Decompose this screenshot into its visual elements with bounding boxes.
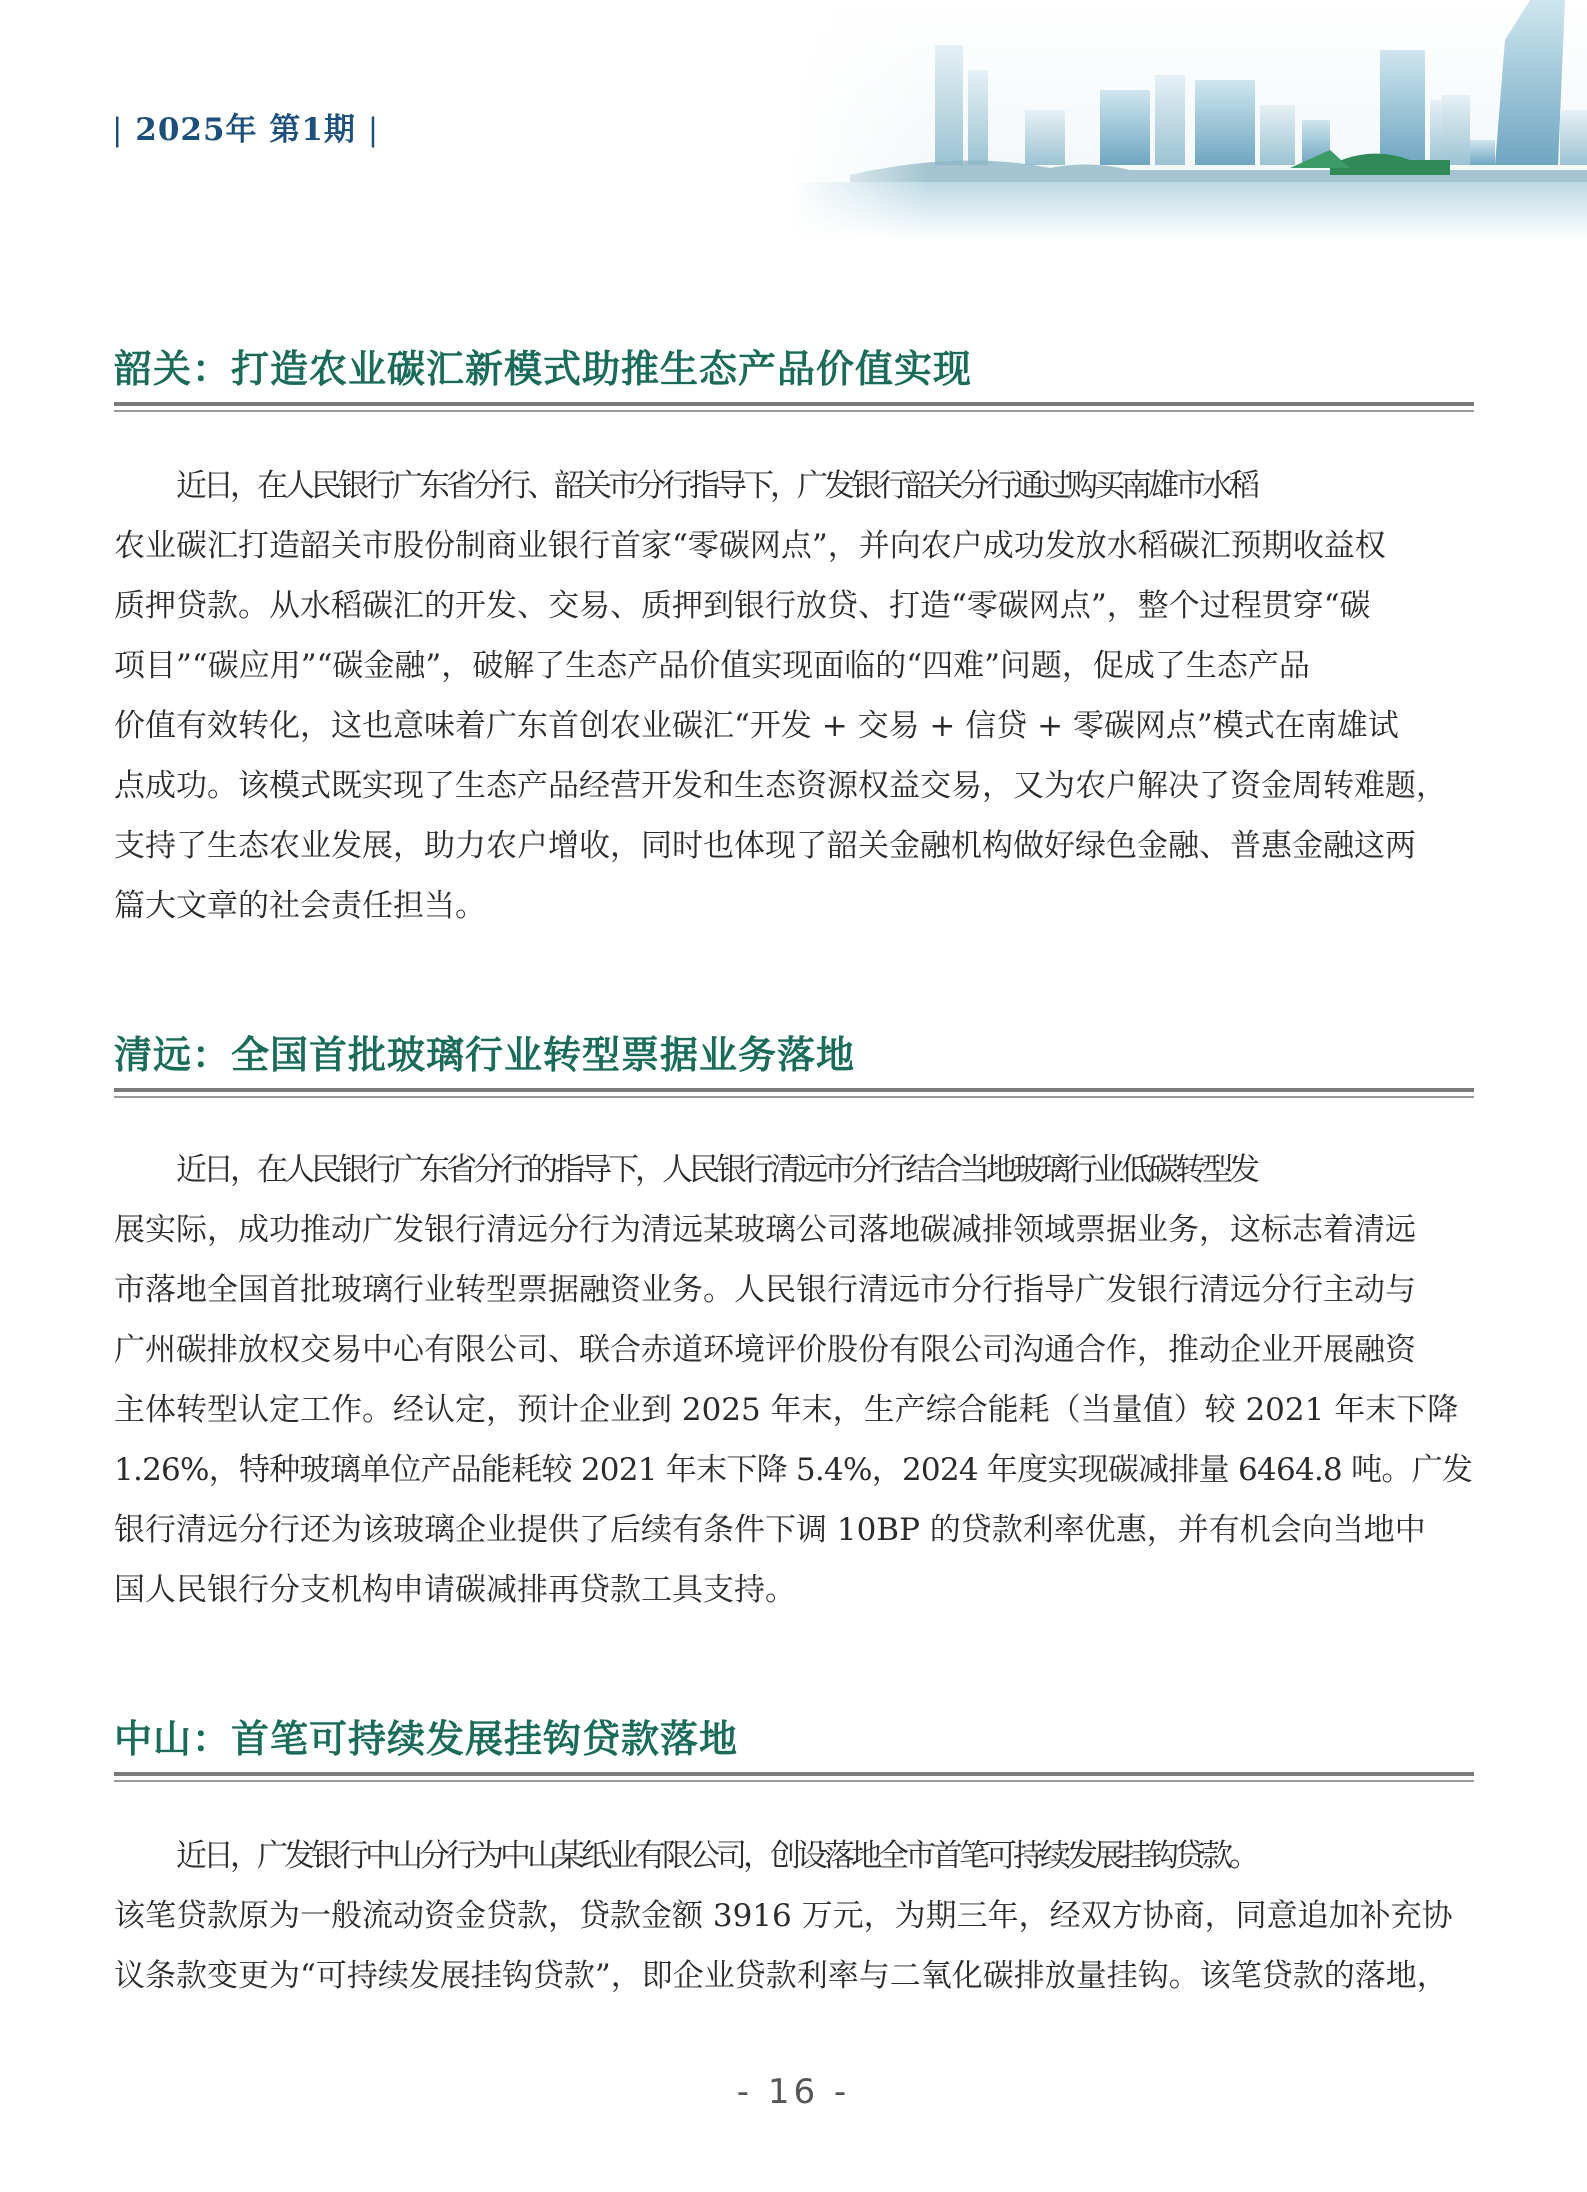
- paragraph-line: 项目”“碳应用”“碳金融”，破解了生态产品价值实现面临的“四难”问题，促成了生态产品: [114, 648, 1310, 684]
- paragraph-line: 近日，在人民银行广东省分行、韶关市分行指导下，广发银行韶关分行通过购买南雄市水稻: [176, 468, 1256, 504]
- paragraph-line: 市落地全国首批玻璃行业转型票据融资业务。人民银行清远市分行指导广发银行清远分行主动与: [114, 1272, 1416, 1308]
- issue-text: 2025年 第1期: [135, 112, 356, 148]
- section-body-shaoguan: [114, 456, 1474, 936]
- paragraph-line: 广州碳排放权交易中心有限公司、联合赤道环境评价股份有限公司沟通合作，推动企业开展融资: [114, 1332, 1416, 1368]
- section-body-zhongshan: [114, 1826, 1474, 2006]
- issue-bar-left: |: [112, 112, 124, 148]
- section-divider: [114, 1088, 1474, 1100]
- section-body-qingyuan: [114, 1140, 1474, 1620]
- paragraph-line: 篇大文章的社会责任担当。: [114, 888, 486, 924]
- paragraph-line: 该笔贷款原为一般流动资金贷款，贷款金额 3916 万元，为期三年，经双方协商，同意追加补充协: [114, 1898, 1453, 1934]
- section-divider: [114, 402, 1474, 414]
- paragraph-line: 国人民银行分支机构申请碳减排再贷款工具支持。: [114, 1572, 796, 1608]
- paragraph-line: 1.26%，特种玻璃单位产品能耗较 2021 年末下降 5.4%，2024 年度实现碳减排量 6464.8 吨。广发: [114, 1452, 1473, 1488]
- paragraph-line: 银行清远分行还为该玻璃企业提供了后续有条件下调 10BP 的贷款利率优惠，并有机会向当地中: [114, 1512, 1426, 1548]
- paragraph-line: 展实际，成功推动广发银行清远分行为清远某玻璃公司落地碳减排领域票据业务，这标志着清远: [114, 1212, 1416, 1248]
- paragraph-line: 支持了生态农业发展，助力农户增收，同时也体现了韶关金融机构做好绿色金融、普惠金融这两: [114, 828, 1416, 864]
- paragraph-line: 点成功。该模式既实现了生态产品经营开发和生态资源权益交易，又为农户解决了资金周转难题，: [114, 768, 1447, 804]
- paragraph-line: 近日，在人民银行广东省分行的指导下，人民银行清远市分行结合当地玻璃行业低碳转型发: [176, 1152, 1256, 1188]
- issue-label: [112, 104, 379, 149]
- section-title-qingyuan: 清远：全国首批玻璃行业转型票据业务落地: [114, 1032, 856, 1077]
- paragraph-line: 农业碳汇打造韶关市股份制商业银行首家“零碳网点”，并向农户成功发放水稻碳汇预期收益权: [114, 528, 1386, 564]
- issue-bar-right: |: [367, 112, 380, 148]
- paragraph-line: 议条款变更为“可持续发展挂钩贷款”，即企业贷款利率与二氧化碳排放量挂钩。该笔贷款的落地，: [114, 1958, 1448, 1994]
- section-title-shaoguan: 韶关：打造农业碳汇新模式助推生态产品价值实现: [114, 346, 973, 391]
- paragraph-line: 近日，广发银行中山分行为中山某纸业有限公司，创设落地全市首笔可持续发展挂钩贷款。: [176, 1838, 1256, 1874]
- section-title-zhongshan: 中山：首笔可持续发展挂钩贷款落地: [114, 1716, 739, 1761]
- city-skyline-illustration: [790, 0, 1587, 240]
- section-divider: [114, 1772, 1474, 1784]
- paragraph-line: 主体转型认定工作。经认定，预计企业到 2025 年末，生产综合能耗（当量值）较 2021 年末下降: [114, 1392, 1459, 1428]
- page-number: - 16 -: [736, 2072, 851, 2112]
- paragraph-line: 质押贷款。从水稻碳汇的开发、交易、质押到银行放贷、打造“零碳网点”，整个过程贯穿“碳: [114, 588, 1371, 624]
- paragraph-line: 价值有效转化，这也意味着广东首创农业碳汇“开发 + 交易 + 信贷 + 零碳网点”模式在南雄试: [114, 708, 1399, 744]
